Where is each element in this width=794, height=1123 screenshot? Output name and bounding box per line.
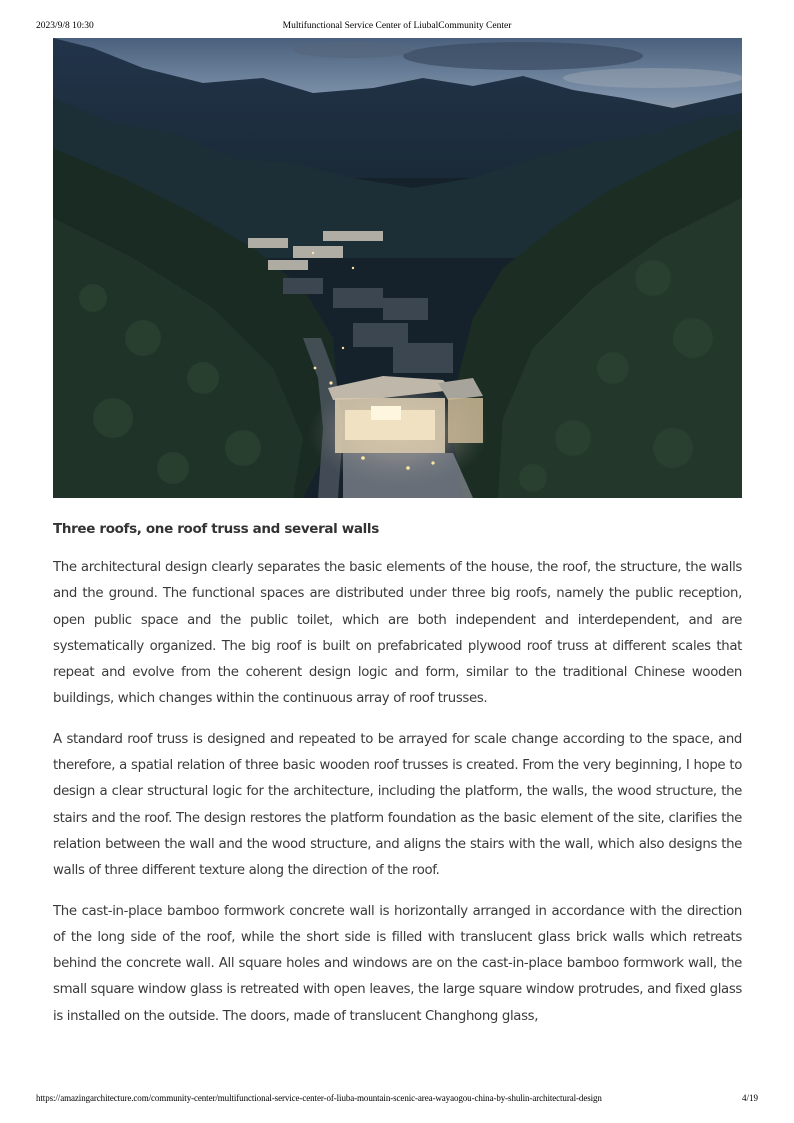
print-header bbox=[36, 21, 758, 35]
print-page-title: Multifunctional Service Center of LiubalCommunity Center bbox=[282, 21, 512, 31]
hero-photo bbox=[53, 38, 742, 498]
section-heading: Three roofs, one roof truss and several walls bbox=[53, 521, 379, 537]
paragraph-1: The architectural design clearly separates the basic elements of the house, the roof, the structure, the walls and the ground. The functional spaces are distributed under three big roofs, namely the public reception, open public space and the public toilet, which are both independent and interdependent, and are systematically organized. The big roof is built on prefabricated plywood roof truss at different scales that repeat and evolve from the coherent design logic and form, similar to the traditional Chinese wooden buildings, which changes within the continuous array of roof trusses. bbox=[53, 560, 742, 707]
article-body bbox=[53, 518, 742, 1044]
night-valley-photo-illustration bbox=[53, 38, 742, 498]
paragraph-2: A standard roof truss is designed and repeated to be arrayed for scale change according to the space, and therefore, a spatial relation of three basic wooden roof trusses is created. From the very beginning, I hope to design a clear structural logic for the architecture, including the platform, the walls, the wood structure, the stairs and the roof. The design restores the platform foundation as the basic element of the site, clarifies the relation between the wall and the wood structure, and aligns the stairs with the wall, which also designs the walls of three different texture along the direction of the roof. bbox=[53, 731, 742, 879]
paragraph-3: The cast-in-place bamboo formwork concrete wall is horizontally arranged in accordance with the direction of the long side of the roof, while the short side is filled with translucent glass brick walls which retreats behind the concrete wall. All square holes and windows are on the cast-in-place bamboo formwork wall, the small square window glass is retreated with open leaves, the large square window protrudes, and fixed glass is installed on the outside. The doors, made of translucent Changhong glass, bbox=[53, 903, 742, 1024]
print-datetime: 2023/9/8 10:30 bbox=[36, 21, 94, 31]
page-number: 4/19 bbox=[741, 1093, 758, 1103]
print-url: https://amazingarchitecture.com/community-center/multifunctional-service-center-of-liuba-mountain-scenic-area-wayaogou-china-by-shulin-architectural-design bbox=[36, 1093, 602, 1103]
print-footer bbox=[36, 1093, 758, 1107]
